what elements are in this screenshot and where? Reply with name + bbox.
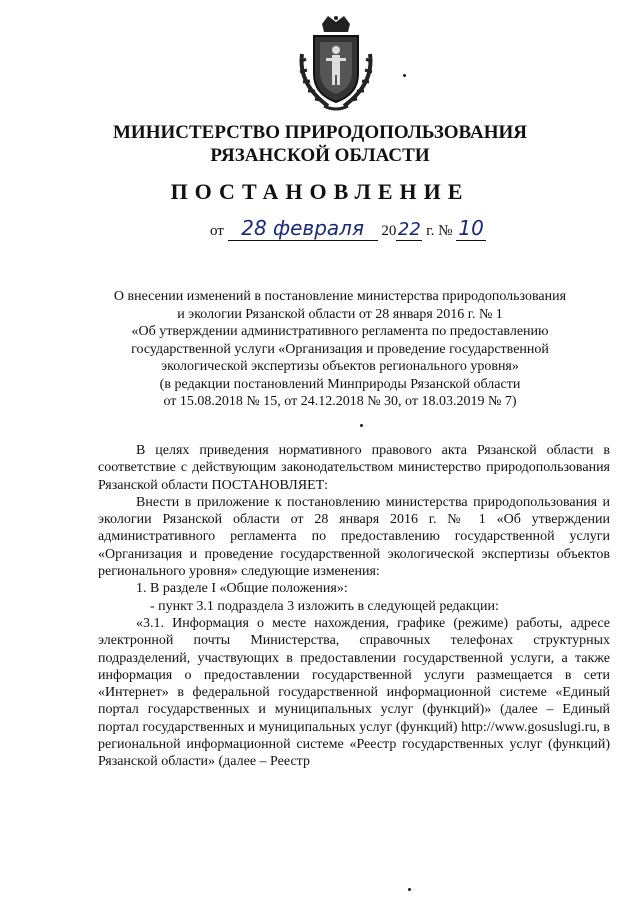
amendment-item: 1. В разделе I «Общие положения»: bbox=[136, 581, 348, 597]
subject-line: (в редакции постановлений Минприроды Рязанской области bbox=[159, 376, 521, 392]
handwritten-date: 28 февраля bbox=[228, 216, 378, 241]
handwritten-number: 10 bbox=[456, 216, 486, 241]
handwritten-year: 22 bbox=[397, 219, 421, 240]
document-type-title: ПОСТАНОВЛЕНИЕ bbox=[170, 179, 470, 204]
document-body bbox=[98, 442, 610, 771]
ministry-name-line2: РЯЗАНСКОЙ ОБЛАСТИ bbox=[210, 145, 430, 166]
clause-paragraph: Внести в приложение к постановлению министерства природопользования и экологии Рязанской области от 28 января 2016 г. № 1 «Об утверждении административного регламента по предоставлению государственной услуги «Организация и проведение государственной экологической экспертизы объектов регионального уровня» следующие изменения: bbox=[98, 494, 610, 580]
scan-speck bbox=[360, 424, 363, 427]
number-label: г. № bbox=[426, 223, 453, 239]
subject-line: «Об утверждении административного регламента по предоставлению bbox=[131, 324, 549, 339]
quoted-text-paragraph: «3.1. Информация о месте нахождения, графике (режиме) работы, адресе электронной почты Министерства, справочных телефонах структурных подразделений, участвующих в предоставлении государственной услуги, а также информация о предоставлении государственной услуги размещается в сети «Интернет» в федеральной государственной информационной системе «Единый портал государственных и муниципальных услуг (функций)» (далее – Единый портал государственных и муниципальных услуг (функций) http://www.gosuslugi.ru, в региональной информационной системе «Реестр государственных услуг (функций) Рязанской области» (далее – Реестр bbox=[98, 615, 610, 770]
coat-of-arms-icon bbox=[288, 14, 384, 114]
scan-speck bbox=[408, 888, 411, 891]
subject-line: от 15.08.2018 № 15, от 24.12.2018 № 30, от 18.03.2019 № 7) bbox=[163, 394, 517, 409]
subject-line: О внесении изменений в постановление министерства природопользования bbox=[113, 289, 567, 304]
year-prefix: 20 bbox=[381, 223, 397, 239]
subject-line: и экологии Рязанской области от 28 января 2016 г. № 1 bbox=[177, 306, 503, 322]
subject-line: экологической экспертизы объектов регионального уровня» bbox=[161, 359, 519, 374]
date-number-line bbox=[210, 216, 486, 241]
amendment-subitem: - пункт 3.1 подраздела 3 изложить в следующей редакции: bbox=[150, 598, 499, 614]
preamble-paragraph: В целях приведения нормативного правового акта Рязанской области в соответствие с действующим законодательством министерство природопользования Рязанской области ПОСТАНОВЛЯЕТ: bbox=[98, 443, 610, 493]
scan-speck bbox=[403, 74, 406, 77]
subject-line: государственной услуги «Организация и проведение государственной bbox=[131, 341, 549, 357]
date-prefix: от bbox=[210, 223, 224, 239]
ministry-name-line1: МИНИСТЕРСТВО ПРИРОДОПОЛЬЗОВАНИЯ bbox=[112, 122, 527, 143]
document-subject bbox=[60, 288, 620, 411]
